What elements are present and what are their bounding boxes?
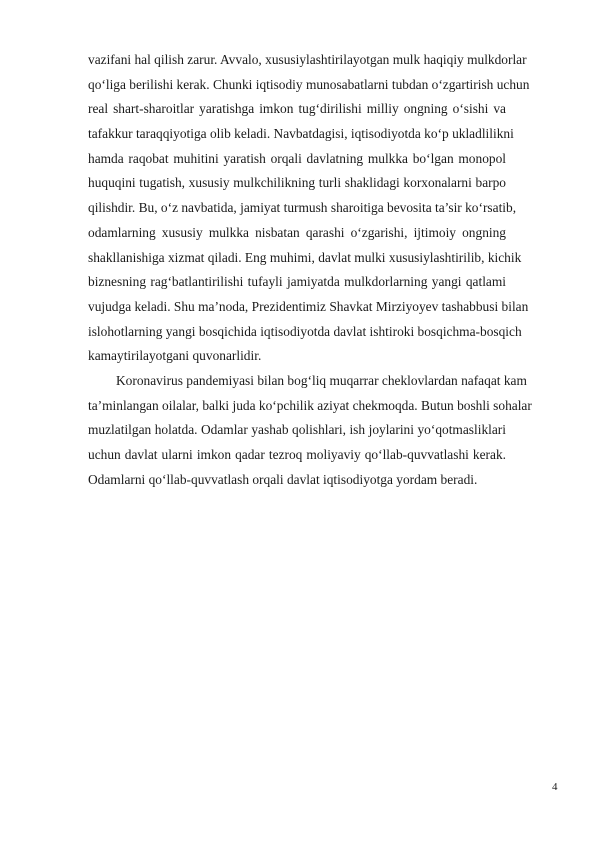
body-text	[88, 48, 532, 492]
text-line: qilishdir. Bu, o‘z navbatida, jamiyat turmush sharoitiga bevosita ta’sir ko‘rsatib,	[88, 200, 517, 216]
text-line: kamaytirilayotgani quvonarlidir.	[88, 348, 262, 364]
text-line: muzlatilgan holatda. Odamlar yashab qolishlari, ish joylarini yo‘qotmasliklari	[88, 422, 506, 438]
text-line: hamda raqobat muhitini yaratish orqali davlatning mulkka bo‘lgan monopol	[88, 150, 506, 166]
text-line: Odamlarni qo‘llab-quvvatlash orqali davlat iqtisodiyotga yordam beradi.	[88, 471, 478, 487]
text-line: shakllanishiga xizmat qiladi. Eng muhimi, davlat mulki xususiylashtirilib, kichik	[88, 249, 522, 265]
text-line: tafakkur taraqqiyotiga olib keladi. Navbatdagisi, iqtisodiyotda ko‘p ukladlilikni	[88, 126, 514, 142]
text-line: real shart-sharoitlar yaratishga imkon tug‘dirilishi milliy ongning o‘sishi va	[88, 101, 506, 117]
text-line: qo‘liga berilishi kerak. Chunki iqtisodiy munosabatlarni tubdan o‘zgartirish uchun	[88, 76, 530, 92]
text-line: ta’minlangan oilalar, balki juda ko‘pchilik aziyat chekmoqda. Butun boshli sohalar	[88, 397, 532, 413]
text-line: huquqini tugatish, xususiy mulkchilikning turli shaklidagi korxonalarni barpo	[88, 175, 506, 191]
page-number: 4	[552, 781, 558, 793]
text-line: islohotlarning yangi bosqichida iqtisodiyotda davlat ishtiroki bosqichma-bosqich	[88, 323, 522, 339]
text-line: vazifani hal qilish zarur. Avvalo, xususiylashtirilayotgan mulk haqiqiy mulkdorlar	[88, 52, 527, 67]
text-line: biznesning rag‘batlantirilishi tufayli jamiyatda mulkdorlarning yangi qatlami	[88, 274, 506, 290]
text-line: vujudga keladi. Shu ma’noda, Prezidentimiz Shavkat Mirziyoyev tashabbusi bilan	[88, 298, 529, 314]
text-line: uchun davlat ularni imkon qadar tezroq moliyaviy qo‘llab-quvvatlashi kerak.	[88, 447, 506, 462]
text-line: odamlarning xususiy mulkka nisbatan qarashi o‘zgarishi, ijtimoiy ongning	[88, 224, 506, 240]
text-line: Koronavirus pandemiyasi bilan bog‘liq muqarrar cheklovlardan nafaqat kam	[116, 372, 527, 388]
paragraph-2	[88, 369, 532, 492]
paragraph-1	[88, 48, 530, 369]
